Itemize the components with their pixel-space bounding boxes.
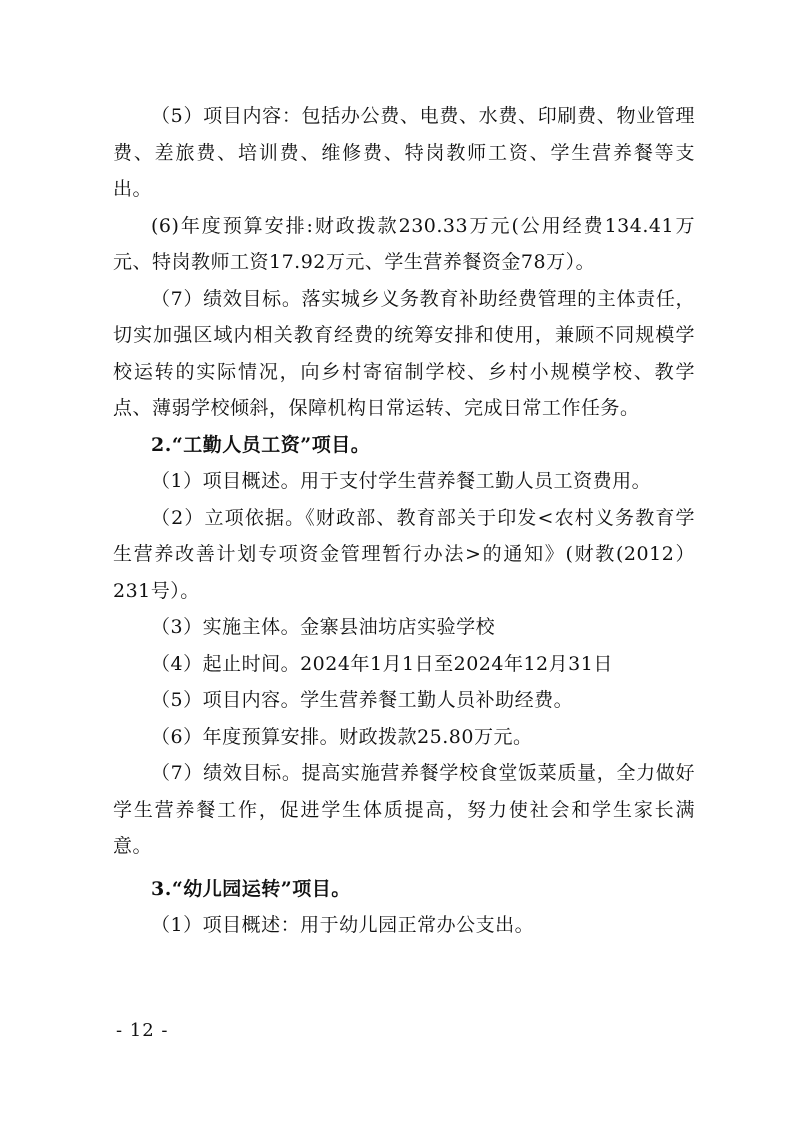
paragraph-time-period: （4）起止时间。2024年1月1日至2024年12月31日 [151,652,613,675]
paragraph-annual-budget: (6)年度预算安排:财政拨款230.33万元(公用经费134.41万元、特岗教师工资17.92万元、学生营养餐资金78万）。 [113,214,695,273]
section-heading-worker-wages: 2.“工勤人员工资”项目。 [151,433,371,456]
paragraph-project-content: （5）项目内容：包括办公费、电费、水费、印刷费、物业管理费、差旅费、培训费、维修费、特岗教师工资、学生营养餐等支出。 [113,105,695,200]
paragraph-annual-budget-2: （6）年度预算安排。财政拨款25.80万元。 [151,725,533,748]
paragraph-performance-goal-2: （7）绩效目标。提高实施营养餐学校食堂饭菜质量，全力做好学生营养餐工作，促进学生体质提高，努力使社会和学生家长满意。 [113,762,695,857]
page-number: - 12 - [116,1020,169,1041]
paragraph-project-overview: （1）项目概述。用于支付学生营养餐工勤人员工资费用。 [151,470,652,492]
section-heading-kindergarten: 3.“幼儿园运转”项目。 [151,877,351,900]
paragraph-implementing-body: （3）实施主体。金寨县油坊店实验学校 [151,616,496,638]
document-body [113,98,695,944]
paragraph-project-overview-3: （1）项目概述：用于幼儿园正常办公支出。 [151,914,535,936]
paragraph-project-basis: （2）立项依据。《财政部、教育部关于印发<农村义务教育学生营养改善计划专项资金管理暂行办法>的通知》(财教(2012）231号）。 [113,506,695,602]
paragraph-performance-goal: （7）绩效目标。落实城乡义务教育补助经费管理的主体责任，切实加强区域内相关教育经费的统筹安排和使用，兼顾不同规模学校运转的实际情况，向乡村寄宿制学校、乡村小规模学校、教学点、薄弱学校倾斜，保障机构日常运转、完成日常工作任务。 [113,287,695,419]
paragraph-project-content-2: （5）项目内容。学生营养餐工勤人员补助经费。 [151,689,574,711]
